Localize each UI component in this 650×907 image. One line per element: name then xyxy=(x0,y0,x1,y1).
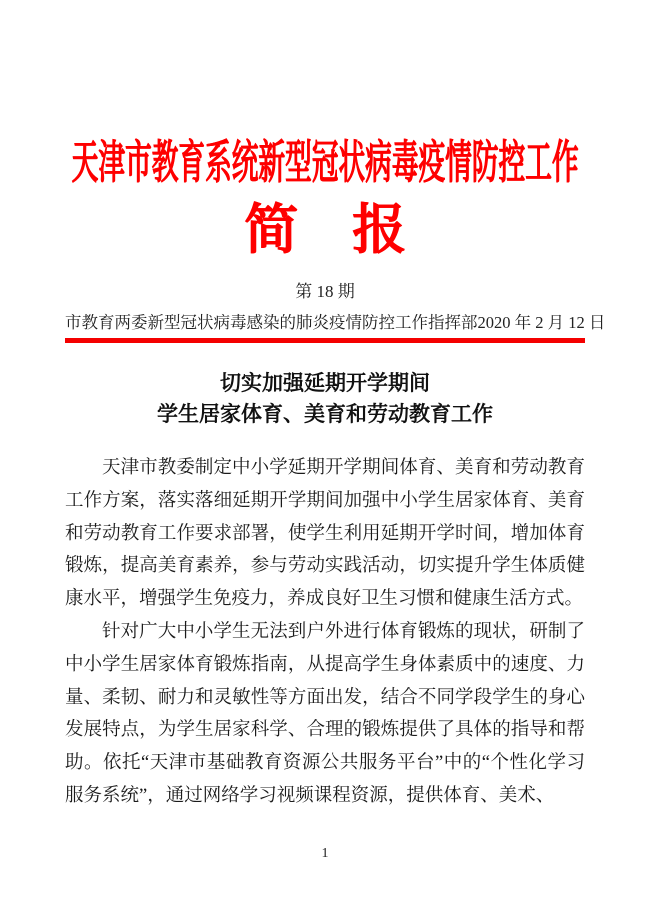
masthead-title-wrap xyxy=(0,136,650,190)
article-heading xyxy=(0,368,650,430)
issue-number: 第 18 期 xyxy=(295,282,355,301)
article-heading-line2: 学生居家体育、美育和劳动教育工作 xyxy=(157,402,493,426)
page-footer xyxy=(0,846,650,862)
red-divider xyxy=(65,338,585,343)
article-paragraph: 针对广大中小学生无法到户外进行体育锻炼的现状，研制了中小学生居家体育锻炼指南，从提高学生身体素质中的速度、力量、柔韧、耐力和灵敏性等方面出发，结合不同学段学生的身心发展特点，为学生居家科学、合理的锻炼提供了具体的指导和帮助。依托“天津市基础教育资源公共服务平台”中的“个性化学习服务系统”，通过网络学习视频课程资源，提供体育、美术、 xyxy=(65,621,585,806)
article-heading-line1: 切实加强延期开学期间 xyxy=(220,371,430,395)
article-paragraph: 天津市教委制定中小学延期开学期间体育、美育和劳动教育工作方案，落实落细延期开学期间加强中小学生居家体育、美育和劳动教育工作要求部署，使学生利用延期开学时间，增加体育锻炼，提高美育素养，参与劳动实践活动，切实提升学生体质健康水平，增强学生免疫力，养成良好卫生习惯和健康生活方式。 xyxy=(65,458,585,610)
masthead-subtitle: 简 报 xyxy=(244,200,406,260)
masthead-title: 天津市教育系统新型冠状病毒疫情防控工作 xyxy=(71,137,579,188)
page-number: 1 xyxy=(321,846,329,861)
publisher-name: 市教育两委新型冠状病毒感染的肺炎疫情防控工作指挥部 xyxy=(65,313,478,332)
article-body xyxy=(65,452,585,813)
publish-date: 2020 年 2 月 12 日 xyxy=(477,313,606,332)
publisher-line xyxy=(65,309,606,333)
